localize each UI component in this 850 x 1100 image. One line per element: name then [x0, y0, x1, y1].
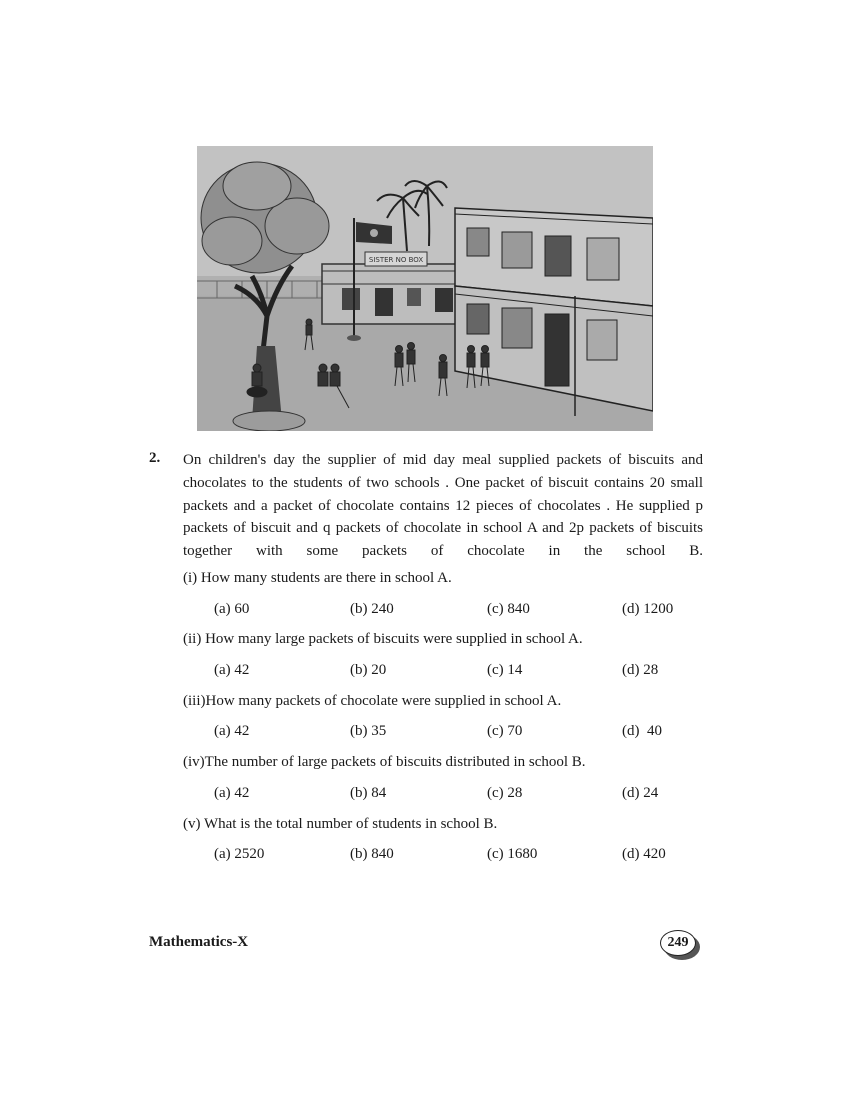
option-5b: (b) 840 — [350, 846, 394, 862]
option-2d: (d) 28 — [622, 662, 659, 678]
option-4c: (c) 28 — [487, 785, 523, 801]
option-1a: (a) 60 — [214, 601, 250, 617]
subquestion-4: (iv)The number of large packets of biscuits distributed in school B. — [183, 754, 586, 770]
option-2b: (b) 20 — [350, 662, 387, 678]
option-4b: (b) 84 — [350, 785, 387, 801]
option-4d: (d) 24 — [622, 785, 659, 801]
option-1d: (d) 1200 — [622, 601, 674, 617]
option-3d: (d) 40 — [622, 723, 662, 739]
page-number: 249 — [660, 930, 696, 956]
school-illustration — [197, 146, 653, 431]
option-3b: (b) 35 — [350, 723, 387, 739]
option-1b: (b) 240 — [350, 601, 394, 617]
option-2c: (c) 14 — [487, 662, 523, 678]
question-text: On children's day the supplier of mid day meal supplied packets of biscuits and chocolates to the students of two schools . One packet of biscuit contains 20 small packets and a packet of chocolate contains 12 pieces of chocolates . He supplied p packets of biscuit and q packets of chocolate in school A and 2p packets of biscuits together with some packets of chocolate in the school B. — [183, 452, 703, 560]
subquestion-3: (iii)How many packets of chocolate were supplied in school A. — [183, 693, 562, 709]
subquestion-5: (v) What is the total number of students in school B. — [183, 816, 498, 832]
svg-text:SISTER NO BOX: SISTER NO BOX — [368, 256, 424, 264]
subquestion-2: (ii) How many large packets of biscuits were supplied in school A. — [183, 631, 583, 647]
question-number: 2. — [149, 450, 161, 466]
subquestion-1: (i) How many students are there in school A. — [183, 570, 452, 586]
footer-title: Mathematics-X — [149, 934, 249, 950]
page-number-badge — [660, 930, 702, 962]
option-5a: (a) 2520 — [214, 846, 265, 862]
option-3c: (c) 70 — [487, 723, 523, 739]
option-5d: (d) 420 — [622, 846, 666, 862]
option-3a: (a) 42 — [214, 723, 250, 739]
option-2a: (a) 42 — [214, 662, 250, 678]
option-4a: (a) 42 — [214, 785, 250, 801]
option-1c: (c) 840 — [487, 601, 530, 617]
option-5c: (c) 1680 — [487, 846, 538, 862]
